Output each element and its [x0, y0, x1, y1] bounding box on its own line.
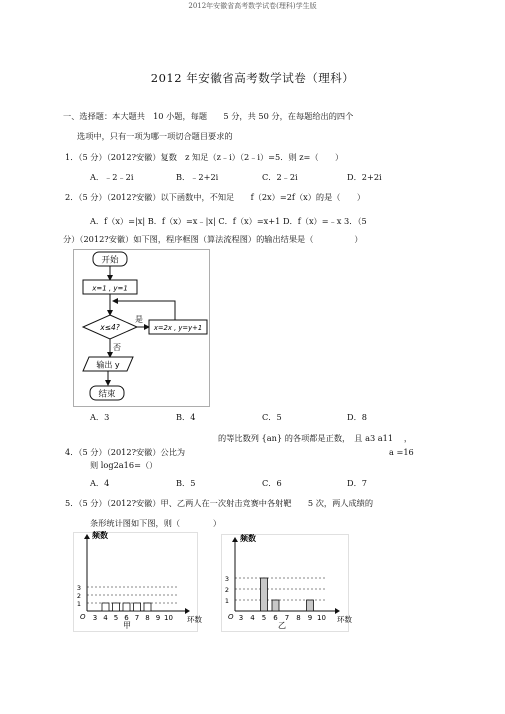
x-tick-label: 9	[155, 614, 161, 622]
q1-option-c: C．2﹣2i	[262, 172, 298, 182]
q2-stem: 2．（5 分）（2012?安徽）以下函数中，不知足 f（2x）=2f（x）的是（ ）	[65, 192, 366, 202]
chart-yi	[221, 534, 352, 632]
q3-stem: 分）（2012?安徽）如下图，程序框图（算法流程图）的输出结果是（ ）	[63, 234, 363, 244]
flowchart	[73, 249, 210, 407]
origin-label: O	[228, 613, 234, 621]
bar	[144, 603, 151, 611]
x-tick-label: 3	[92, 614, 98, 622]
x-axis-label: 环数	[187, 615, 202, 624]
flow-update-label: x=2x , y=y+1	[153, 324, 203, 332]
x-tick-label: 5	[261, 614, 267, 622]
flow-start-label: 开始	[101, 255, 119, 266]
x-tick-label: 9	[307, 614, 313, 622]
x-axis-arrow	[185, 608, 190, 614]
chart-caption: 乙	[278, 621, 286, 630]
bar	[261, 578, 268, 611]
y-tick-label: 2	[76, 592, 81, 600]
q4-condition: a =16	[389, 447, 414, 457]
q1-option-a: A．﹣2﹣2i	[90, 172, 134, 182]
q4-option-c: C．6	[262, 478, 282, 488]
q1-option-d: D．2+2i	[347, 172, 382, 182]
chart-jia	[73, 531, 202, 632]
flow-init-label: x=1 , y=1	[92, 284, 128, 293]
y-tick-label: 3	[76, 584, 81, 592]
x-tick-label: 7	[284, 614, 290, 622]
q3-option-d: D．8	[347, 412, 367, 422]
y-tick-label: 1	[224, 597, 229, 605]
flow-no-label: 否	[113, 343, 121, 352]
x-tick-label: 6	[124, 614, 129, 622]
flow-decision-label: x≤4?	[100, 323, 120, 332]
q4-option-d: D．7	[347, 478, 367, 488]
flow-yes-label: 是	[135, 315, 143, 324]
y-axis-arrow	[232, 537, 238, 542]
page-header: 2012年安徽省高考数学试卷(理科)学生版	[188, 2, 317, 10]
bar	[272, 600, 279, 611]
chart-caption: 甲	[123, 621, 131, 630]
y-axis-arrow	[84, 534, 90, 539]
q3-option-a: A．3	[90, 412, 110, 422]
q4-line-b: 的等比数列 {an} 的各项都是正数， 且 a3 a11 ，	[218, 433, 413, 443]
q4-ask: 则 log2a16=（）	[90, 460, 158, 470]
exam-title: 2012 年安徽省高考数学试卷（理科）	[150, 71, 355, 85]
bar	[307, 600, 314, 611]
q5-stem2: 条形统计图如下图，则（ ）	[90, 518, 222, 528]
q4-option-b: B．5	[176, 478, 196, 488]
y-tick-label: 3	[224, 575, 229, 583]
bar	[113, 603, 120, 611]
section1-line1: 一、选择题：本大题共 10 小题，每题 5 分，共 50 分，在每题给出的四个	[63, 111, 354, 121]
q2-options: A．f（x）=|x| B．f（x）=x﹣|x| C．f（x）=x+1 D．f（x）=﹣x 3．（5	[90, 216, 367, 226]
y-tick-label: 2	[224, 586, 229, 594]
section1-line2: 选项中，只有一项为哪一项切合题目要求的	[77, 131, 233, 141]
y-tick-label: 1	[76, 600, 81, 608]
bar	[134, 603, 141, 611]
flow-end-label: 结束	[98, 389, 116, 400]
origin-label: O	[80, 613, 86, 621]
x-tick-label: 10	[317, 614, 326, 622]
q3-option-b: B．4	[176, 412, 196, 422]
bar	[123, 603, 130, 611]
q1-stem: 1．（5 分）（2012?安徽）复数 z 知足（z﹣i）（2﹣i）=5．则 z=（ ）	[65, 152, 344, 162]
q4-option-a: A．4	[90, 478, 110, 488]
x-tick-label: 5	[113, 614, 119, 622]
x-tick-label: 8	[145, 614, 150, 622]
y-axis-label: 频数	[240, 534, 256, 543]
x-tick-label: 10	[164, 614, 173, 622]
flow-output-label: 输出 y	[96, 360, 120, 370]
y-axis-label: 频数	[92, 531, 108, 540]
q5-stem: 5．（5 分）（2012?安徽）甲、乙两人在一次射击竞赛中各射靶 5 次，两人成绩的	[65, 498, 374, 508]
x-tick-label: 7	[134, 614, 140, 622]
x-axis-label: 环数	[337, 615, 352, 624]
x-axis-arrow	[335, 608, 340, 614]
q3-option-c: C．5	[262, 412, 282, 422]
x-tick-label: 6	[273, 614, 278, 622]
x-tick-label: 4	[250, 614, 255, 622]
bar	[102, 603, 109, 611]
x-tick-label: 4	[103, 614, 108, 622]
q1-option-b: B．﹣2+2i	[176, 172, 219, 182]
x-tick-label: 3	[238, 614, 244, 622]
q4-stem: 4．（5 分）（2012?安徽）公比为	[65, 447, 186, 457]
x-tick-label: 8	[296, 614, 301, 622]
